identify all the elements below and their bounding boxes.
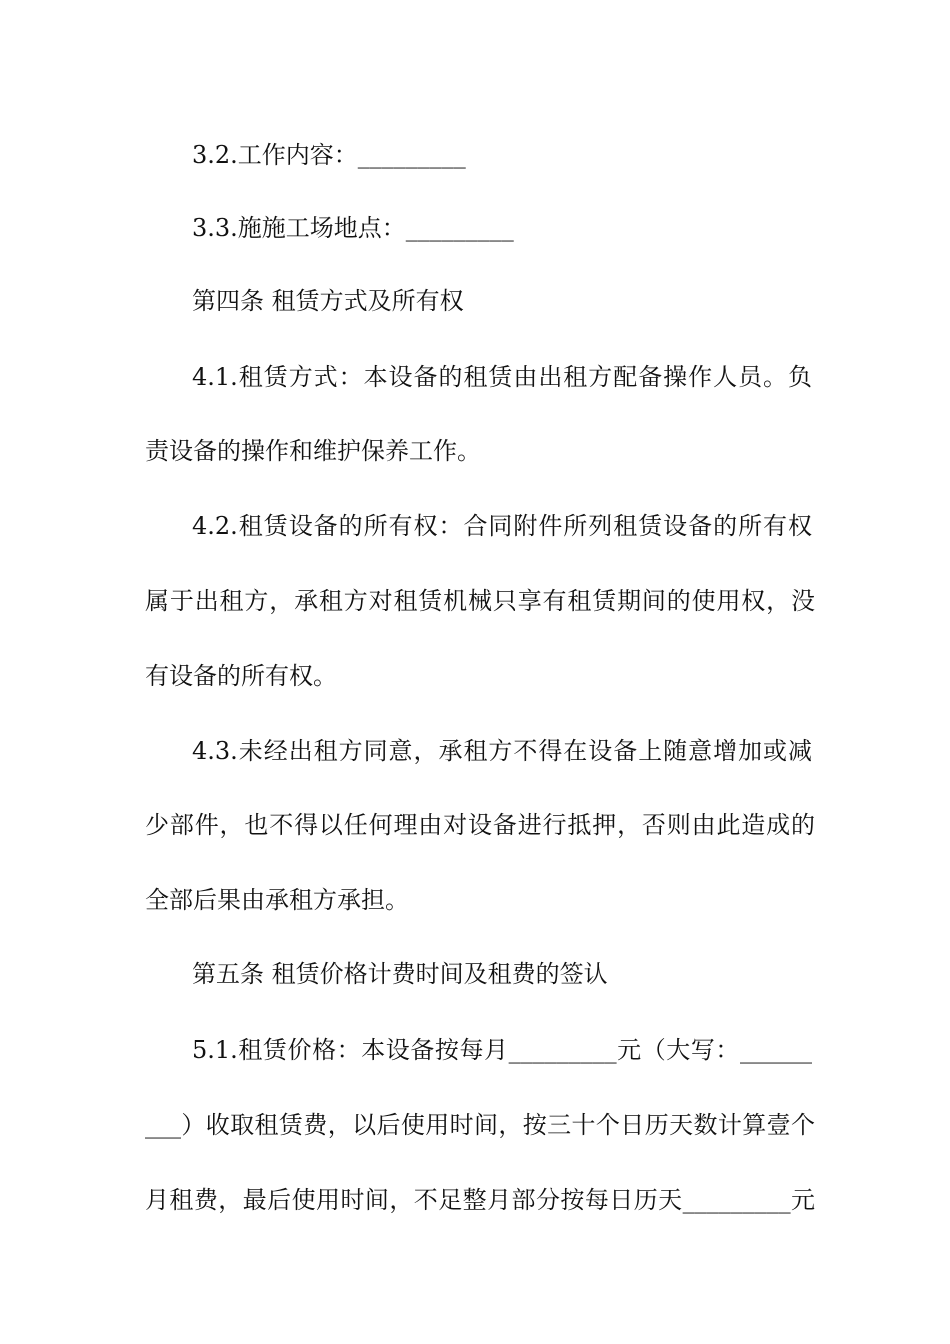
clause-4-1-line-1: 4.1.租赁方式：本设备的租赁由出租方配备操作人员。负 bbox=[192, 363, 812, 391]
article-4-heading: 第四条 租赁方式及所有权 bbox=[192, 287, 464, 315]
clause-5-1-line-2: ___）收取租赁费，以后使用时间，按三十个日历天数计算壹个 bbox=[145, 1111, 815, 1139]
clause-3-3: 3.3.施施工场地点：_________ bbox=[192, 214, 514, 242]
clause-4-2-line-3: 有设备的所有权。 bbox=[145, 662, 337, 690]
clause-4-1-line-2: 责设备的操作和维护保养工作。 bbox=[145, 437, 481, 465]
clause-4-3-line-3: 全部后果由承租方承担。 bbox=[145, 886, 409, 914]
article-5-heading: 第五条 租赁价格计费时间及租费的签认 bbox=[192, 960, 608, 988]
clause-4-3-line-2: 少部件，也不得以任何理由对设备进行抵押，否则由此造成的 bbox=[145, 811, 815, 839]
clause-4-3-line-1: 4.3.未经出租方同意，承租方不得在设备上随意增加或减 bbox=[192, 737, 812, 765]
clause-4-2-line-2: 属于出租方，承租方对租赁机械只享有租赁期间的使用权，没 bbox=[145, 587, 815, 615]
clause-5-1-line-1: 5.1.租赁价格：本设备按每月_________元（大写：______ bbox=[192, 1036, 812, 1064]
clause-5-1-line-3: 月租费，最后使用时间，不足整月部分按每日历天_________元 bbox=[145, 1186, 815, 1214]
clause-4-2-line-1: 4.2.租赁设备的所有权：合同附件所列租赁设备的所有权 bbox=[192, 512, 812, 540]
clause-3-2: 3.2.工作内容：_________ bbox=[192, 141, 466, 169]
